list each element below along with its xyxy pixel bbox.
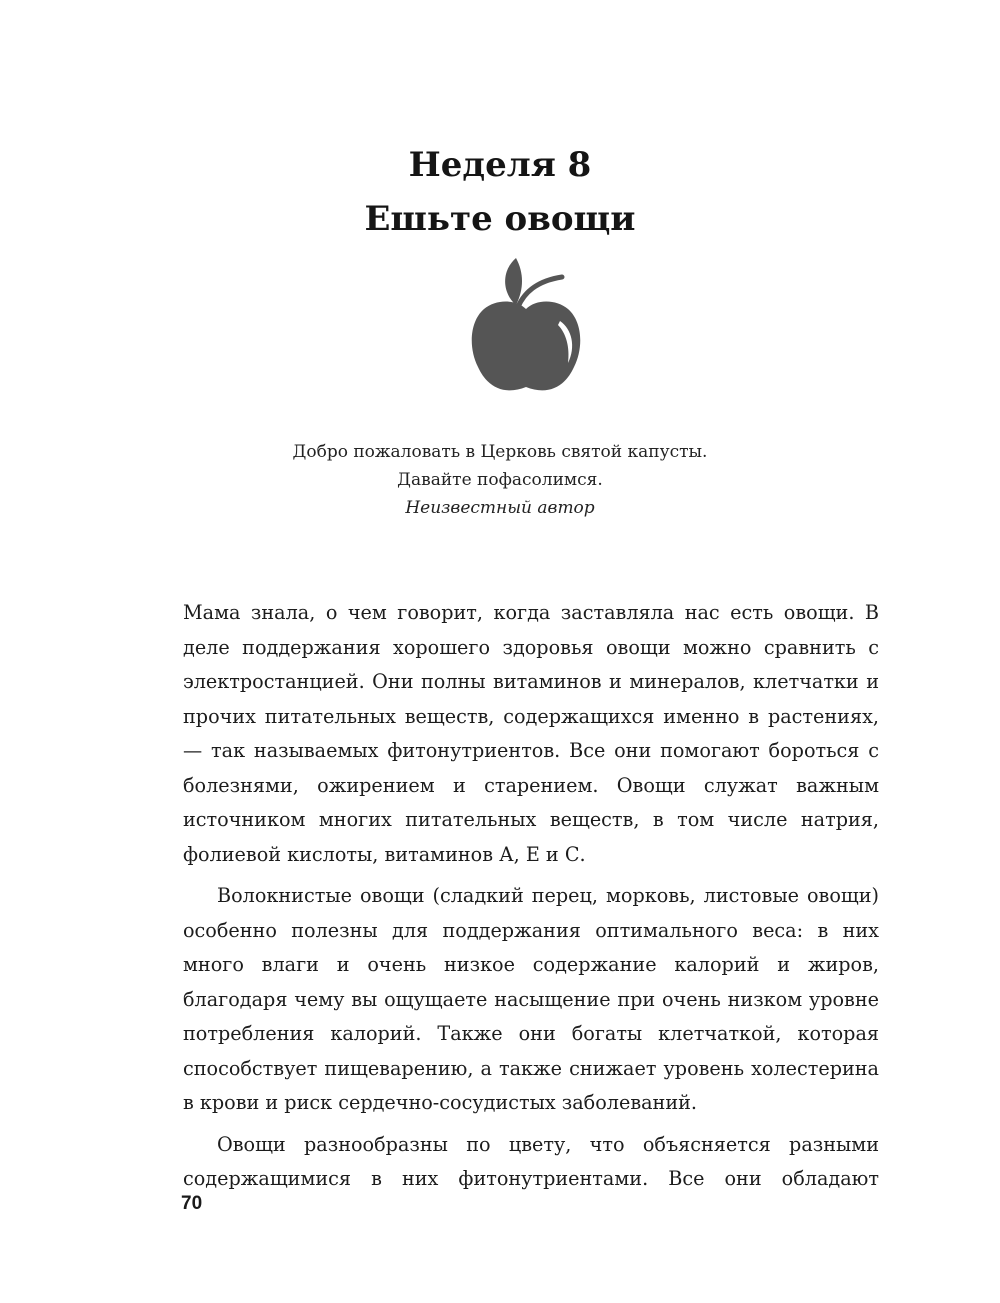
paragraph-3: Овощи разнообразны по цвету, что объясняется разными содержащимися в них фитонутриентами. Все они обладают	[183, 1132, 879, 1190]
epigraph-line-2: Давайте пофасолимся.	[397, 470, 603, 490]
epigraph-line-1: Добро пожаловать в Церковь святой капусты.	[292, 442, 708, 462]
body-text	[183, 596, 879, 1204]
epigraph-author: Неизвестный автор	[405, 498, 595, 518]
chapter-heading	[0, 138, 1000, 246]
paragraph-2: Волокнистые овощи (сладкий перец, морковь, листовые овощи) особенно полезны для поддержания оптимального веса: в них много влаги и очень низкое содержание калорий и жиров, благодаря чему вы ощущаете насыщение при очень низком уровне потребления калорий. Также они богаты клетчаткой, которая способствует пищеварению, а также снижает уровень холестерина в крови и риск сердечно-сосудистых заболеваний.	[183, 884, 879, 1114]
page-number: 70	[181, 1193, 203, 1214]
chapter-number: Неделя 8	[408, 145, 592, 185]
paragraph-1: Мама знала, о чем говорит, когда заставляла нас есть овощи. В деле поддержания хорошего здоровья овощи можно сравнить с электростанцией. Они полны витаминов и минералов, клетчатки и прочих питательных веществ, содержащихся именно в растениях, — так называемых фитонутриентов. Все они помогают бороться с болезнями, ожирением и старением. Овощи служат важным источником многих питательных веществ, в том числе натрия, фолиевой кислоты, витаминов А, Е и С.	[183, 601, 879, 866]
chapter-title: Ешьте овощи	[364, 199, 636, 239]
epigraph	[0, 438, 1000, 522]
apple-icon	[466, 255, 590, 395]
